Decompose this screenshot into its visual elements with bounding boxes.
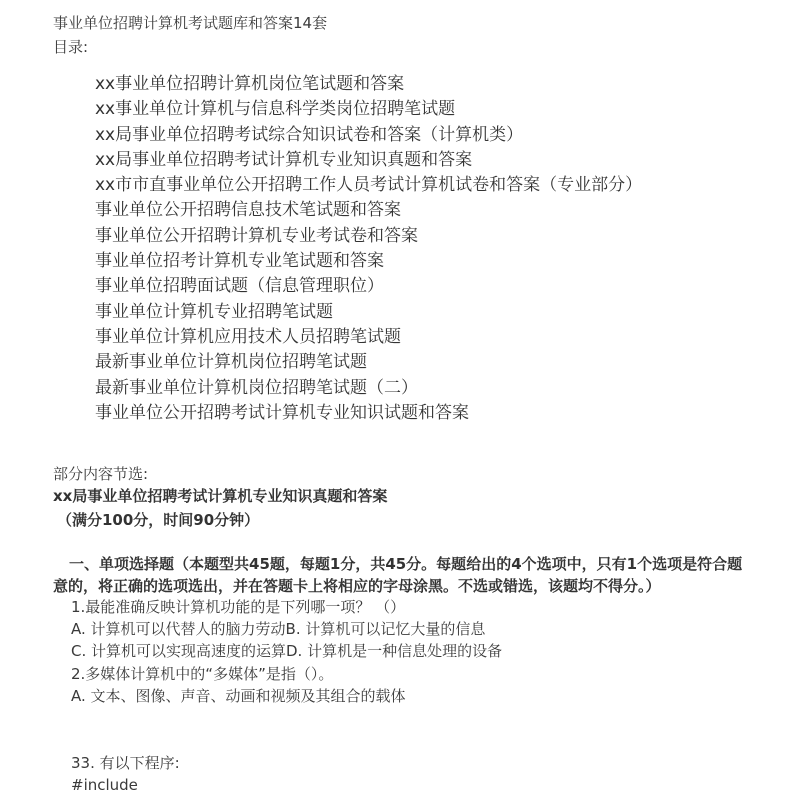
excerpt-label: 部分内容节选:: [53, 465, 149, 483]
question-line: A. 文本、图像、声音、动画和视频及其组合的载体: [71, 686, 406, 705]
toc-item: 事业单位公开招聘信息技术笔试题和答案: [95, 200, 401, 221]
toc-item: 事业单位招考计算机专业笔试题和答案: [95, 251, 384, 272]
question-line: 1.最能准确反映计算机功能的是下列哪一项？ （）: [71, 598, 406, 616]
toc-item: 事业单位公开招聘计算机专业考试卷和答案: [95, 225, 418, 246]
toc-item: 事业单位招聘面试题（信息管理职位）: [95, 276, 384, 297]
exam-subtitle: （满分100分，时间90分钟）: [57, 511, 260, 529]
toc-item: xx局事业单位招聘考试综合知识试卷和答案（计算机类）: [95, 124, 524, 145]
exam-title: xx局事业单位招聘考试计算机专业知识真题和答案: [53, 487, 388, 505]
document-title: 事业单位招聘计算机考试题库和答案14套: [53, 14, 328, 32]
toc-item: xx局事业单位招聘考试计算机专业知识真题和答案: [95, 149, 473, 170]
toc-item: 最新事业单位计算机岗位招聘笔试题: [95, 352, 367, 373]
section-heading: 一、单项选择题（本题型共45题，每题1分，共45分。每题给出的4个选项中，只有1个选项是符合题意的，将正确的选项选出，并在答题卡上将相应的字母涂黑。不选或错选，该题均不得分。）: [53, 555, 743, 595]
toc-item: 事业单位公开招聘考试计算机专业知识试题和答案: [95, 402, 469, 423]
question-line: C. 计算机可以实现高速度的运算D. 计算机是一种信息处理的设备: [71, 642, 503, 661]
toc-item: 事业单位计算机专业招聘笔试题: [95, 301, 333, 322]
code-line: #include: [71, 776, 138, 794]
question-line: A. 计算机可以代替人的脑力劳动B. 计算机可以记忆大量的信息: [71, 620, 486, 639]
toc-item: xx事业单位计算机与信息科学类岗位招聘笔试题: [95, 99, 456, 120]
toc-label: 目录:: [53, 38, 89, 56]
toc-item: xx市市直事业单位公开招聘工作人员考试计算机试卷和答案（专业部分）: [95, 175, 643, 196]
question-block: [71, 596, 502, 707]
table-of-contents: [95, 72, 642, 426]
toc-item: 最新事业单位计算机岗位招聘笔试题（二）: [95, 377, 418, 398]
toc-item: 事业单位计算机应用技术人员招聘笔试题: [95, 326, 401, 347]
question-33-block: [71, 752, 180, 796]
question-line: 2.多媒体计算机中的“多媒体”是指（）。: [71, 664, 334, 683]
question-line: 33. 有以下程序:: [71, 754, 180, 772]
toc-item: xx事业单位招聘计算机岗位笔试题和答案: [95, 74, 405, 94]
